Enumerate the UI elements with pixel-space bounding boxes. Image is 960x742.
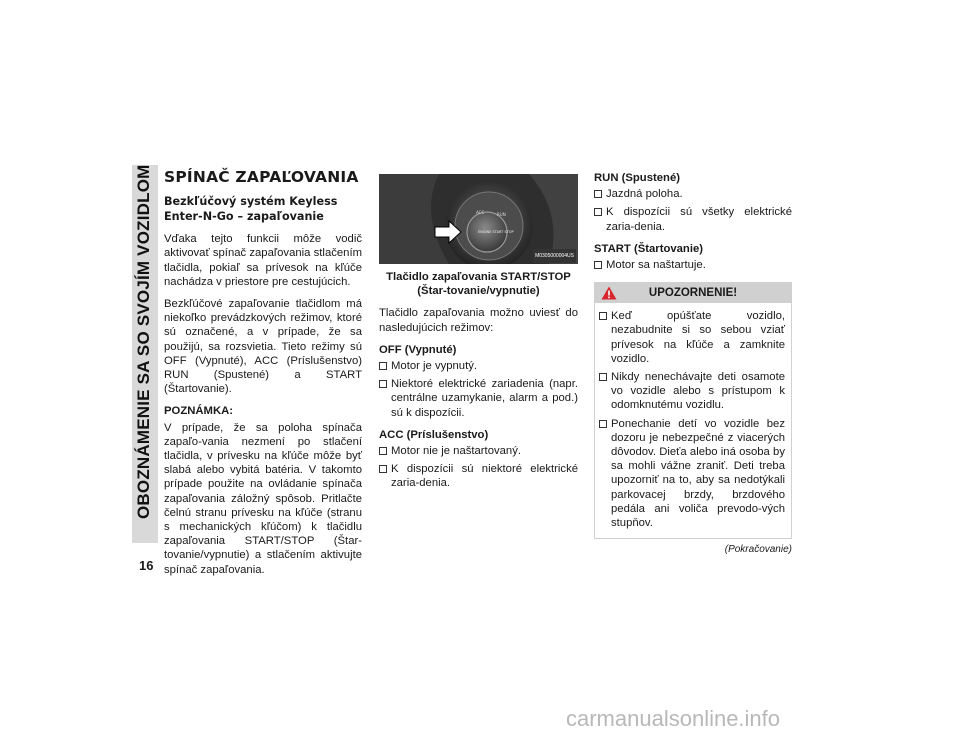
- bullet-square-icon: [594, 190, 602, 198]
- warning-item: [599, 370, 785, 413]
- list-item-text: K dispozícii sú všetky elektrické zaria-denia.: [606, 206, 792, 233]
- continued-note: (Pokračovanie): [724, 544, 792, 556]
- acc-list: [379, 444, 578, 491]
- warning-item-text: Ponechanie detí vo vozidle bez dozoru je nebezpečné z viacerých dôvodov. Dieťa alebo iná osoba by sa mohli vážne zraniť. Deti treba upozorniť na to, aby sa nedotýkali parkovacej brzdy, brzdového pedála ani voliča prevodo-vých stupňov.: [611, 417, 785, 530]
- note-label: POZNÁMKA:: [164, 405, 234, 418]
- paragraph-modes: Bezkľúčové zapaľovanie tlačidlom má niekoľko prevádzkových režimov, ktoré sú označené, a v prípade, že sa použijú, sa rozsvietia. Tieto režimy sú OFF (Vypnuté), ACC (Príslušenstvo) RUN (Spustené) a START (Štartovanie).: [164, 298, 362, 396]
- warning-body: [595, 303, 791, 538]
- modes-intro: Tlačidlo zapaľovania možno uviesť do nasledujúcich režimov:: [379, 307, 578, 334]
- list-item: [379, 359, 578, 373]
- start-heading: START (Štartovanie): [594, 242, 704, 255]
- image-caption: Tlačidlo zapaľovania START/STOP (Štar-tovanie/vypnutie): [386, 271, 571, 298]
- section-subtitle: Bezkľúčový systém Keyless Enter-N-Go – zapaľovanie: [164, 195, 338, 224]
- start-list: [594, 258, 792, 272]
- section-title: SPÍNAČ ZAPAĽOVANIA: [164, 168, 359, 186]
- column-1: [164, 170, 362, 585]
- column-2: [379, 174, 578, 499]
- paragraph-intro: Vďaka tejto funkcii môže vodič aktivovať spínač zapaľovania stlačením tlačidla, pokiaľ sa prívesok na kľúče nachádza v priestore pre cestujúcich.: [164, 233, 362, 288]
- warning-triangle-icon: [601, 286, 617, 300]
- list-item-text: Motor sa naštartuje.: [606, 259, 706, 272]
- warning-item-text: Nikdy nenechávajte deti osamote vo vozidle alebo s prístupom k odomknutému vozidlu.: [611, 371, 785, 412]
- list-item-text: Motor nie je naštartovaný.: [391, 445, 521, 458]
- page-number: 16: [139, 558, 154, 573]
- list-item: [594, 258, 792, 272]
- button-label: ENGINE START STOP: [478, 230, 514, 234]
- off-heading: OFF (Vypnuté): [379, 343, 457, 356]
- list-item-text: Motor je vypnutý.: [391, 360, 478, 373]
- off-list: [379, 359, 578, 420]
- run-heading: RUN (Spustené): [594, 172, 680, 184]
- list-item-text: Jazdná poloha.: [606, 188, 683, 201]
- bullet-square-icon: [379, 447, 387, 455]
- list-item-text: K dispozícii sú niektoré elektrické zaria-denia.: [391, 463, 578, 490]
- bullet-square-icon: [379, 362, 387, 370]
- warning-item-text: Keď opúšťate vozidlo, nezabudnite si so sebou vziať prívesok na kľúče a zamknite vozidlo.: [611, 310, 785, 365]
- image-id: M0305000004US: [533, 249, 576, 263]
- run-list: [594, 187, 792, 234]
- bullet-square-icon: [594, 208, 602, 216]
- bullet-square-icon: [379, 380, 387, 388]
- acc-heading: ACC (Príslušenstvo): [379, 428, 489, 441]
- note-text: V prípade, že sa poloha spínača zapaľo-vania nezmení po stlačení tlačidla, v prívesku na kľúče môže byť slabá alebo vybitá batéria. V takomto prípade použite na ovládanie spínača zapaľovania záložný spôsob. Pritlačte čelnú stranu prívesku na kľúče (stranu s mechanických kľúčom) k tlačidlu zapaľovania START/STOP (Štar-tovanie/vypnutie) a stlačením aktivujte spínač zapaľovania.: [164, 421, 362, 576]
- column-3: [594, 171, 792, 557]
- list-item: [379, 377, 578, 420]
- bullet-square-icon: [594, 261, 602, 269]
- list-item-text: Niektoré elektrické zariadenia (napr. centrálne uzamykanie, alarm a pod.) sú k dispozícii.: [391, 378, 578, 419]
- warning-box: [594, 282, 792, 539]
- acc-label: ACC: [476, 210, 485, 215]
- list-item: [594, 205, 792, 233]
- side-tab-text: OBOZNÁMENIE SA SO SVOJÍM VOZIDLOM: [134, 164, 153, 519]
- watermark-text: carmanualsonline.info: [566, 706, 781, 731]
- warning-title: UPOZORNENIE!: [648, 287, 738, 300]
- bullet-square-icon: [599, 312, 607, 320]
- ignition-button-photo: [379, 174, 578, 264]
- list-item: [379, 462, 578, 490]
- bullet-square-icon: [379, 465, 387, 473]
- warning-item: [599, 417, 785, 531]
- warning-item: [599, 309, 785, 366]
- bullet-square-icon: [599, 373, 607, 381]
- list-item: [594, 187, 792, 201]
- list-item: [379, 444, 578, 458]
- warning-header: [595, 283, 791, 303]
- run-label: RUN: [497, 212, 506, 217]
- bullet-square-icon: [599, 420, 607, 428]
